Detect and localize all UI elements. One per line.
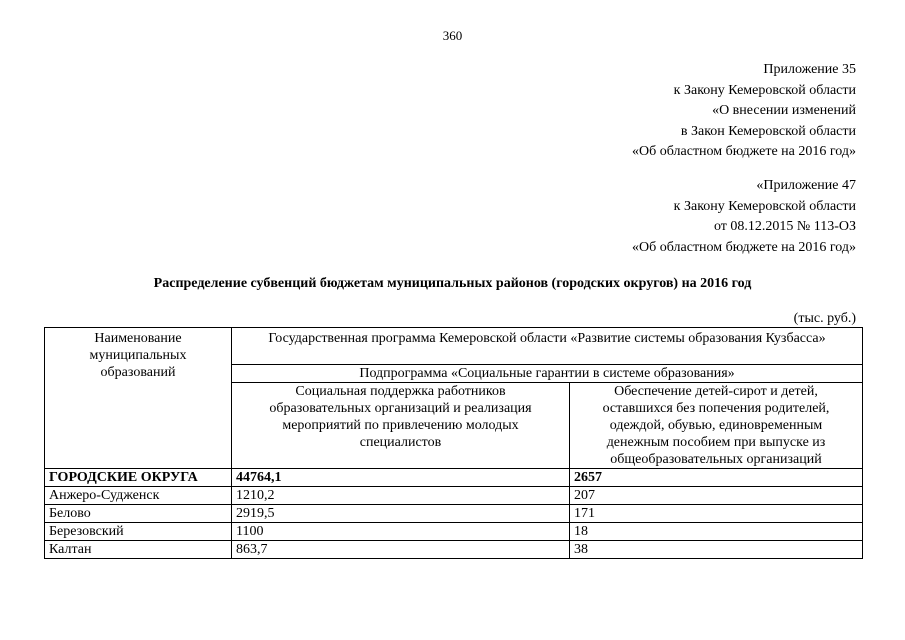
row-value-1: 1100 xyxy=(232,523,570,541)
row-name: Анжеро-Судженск xyxy=(45,487,232,505)
header-subprogram: Подпрограмма «Социальные гарантии в системе образования» xyxy=(232,365,863,383)
subventions-table xyxy=(44,327,863,559)
units-label: (тыс. руб.) xyxy=(793,311,856,326)
row-value-1: 44764,1 xyxy=(232,469,570,487)
row-value-1: 863,7 xyxy=(232,541,570,559)
page-number: 360 xyxy=(442,28,463,43)
row-value-1: 2919,5 xyxy=(232,505,570,523)
table-row xyxy=(45,523,863,541)
appendix-47-line: к Закону Кемеровской области xyxy=(673,198,856,214)
header-program: Государственная программа Кемеровской области «Развитие системы образования Кузбасса» xyxy=(232,328,863,365)
appendix-35-line: в Закон Кемеровской области xyxy=(680,123,856,139)
appendix-35-line: к Закону Кемеровской области xyxy=(673,82,856,98)
header-col-orphans-support: Обеспечение детей-сирот и детей, оставшихся без попечения родителей, одеждой, обувью, единовременным денежным пособием при выпуске из общеобразовательных организаций xyxy=(570,383,863,469)
appendix-35-line: Приложение 35 xyxy=(763,62,856,77)
row-value-2: 18 xyxy=(570,523,863,541)
appendix-47-line: от 08.12.2015 № 113-ОЗ xyxy=(713,219,856,234)
row-value-2: 171 xyxy=(570,505,863,523)
table-row xyxy=(45,505,863,523)
row-name: Калтан xyxy=(45,541,232,559)
row-value-1: 1210,2 xyxy=(232,487,570,505)
row-value-2: 2657 xyxy=(570,469,863,487)
header-municipality: Наименование муниципальных образований xyxy=(45,328,232,469)
row-value-2: 207 xyxy=(570,487,863,505)
header-col-social-support: Социальная поддержка работников образовательных организаций и реализация мероприятий по привлечению молодых специалистов xyxy=(232,383,570,469)
appendix-35-line: «О внесении изменений xyxy=(712,103,856,118)
table-row xyxy=(45,487,863,505)
appendix-47-block xyxy=(632,176,856,258)
table-row xyxy=(45,469,863,487)
appendix-35-line: «Об областном бюджете на 2016 год» xyxy=(632,144,856,159)
appendix-47-line: «Об областном бюджете на 2016 год» xyxy=(632,239,856,255)
row-name: Березовский xyxy=(45,523,232,541)
row-name: Белово xyxy=(45,505,232,523)
appendix-35-block xyxy=(632,60,856,163)
document-title: Распределение субвенций бюджетам муниципальных районов (городских округов) на 2016 год xyxy=(153,276,752,291)
row-value-2: 38 xyxy=(570,541,863,559)
row-name: ГОРОДСКИЕ ОКРУГА xyxy=(45,469,232,487)
table-row xyxy=(45,541,863,559)
appendix-47-line: «Приложение 47 xyxy=(756,178,856,193)
